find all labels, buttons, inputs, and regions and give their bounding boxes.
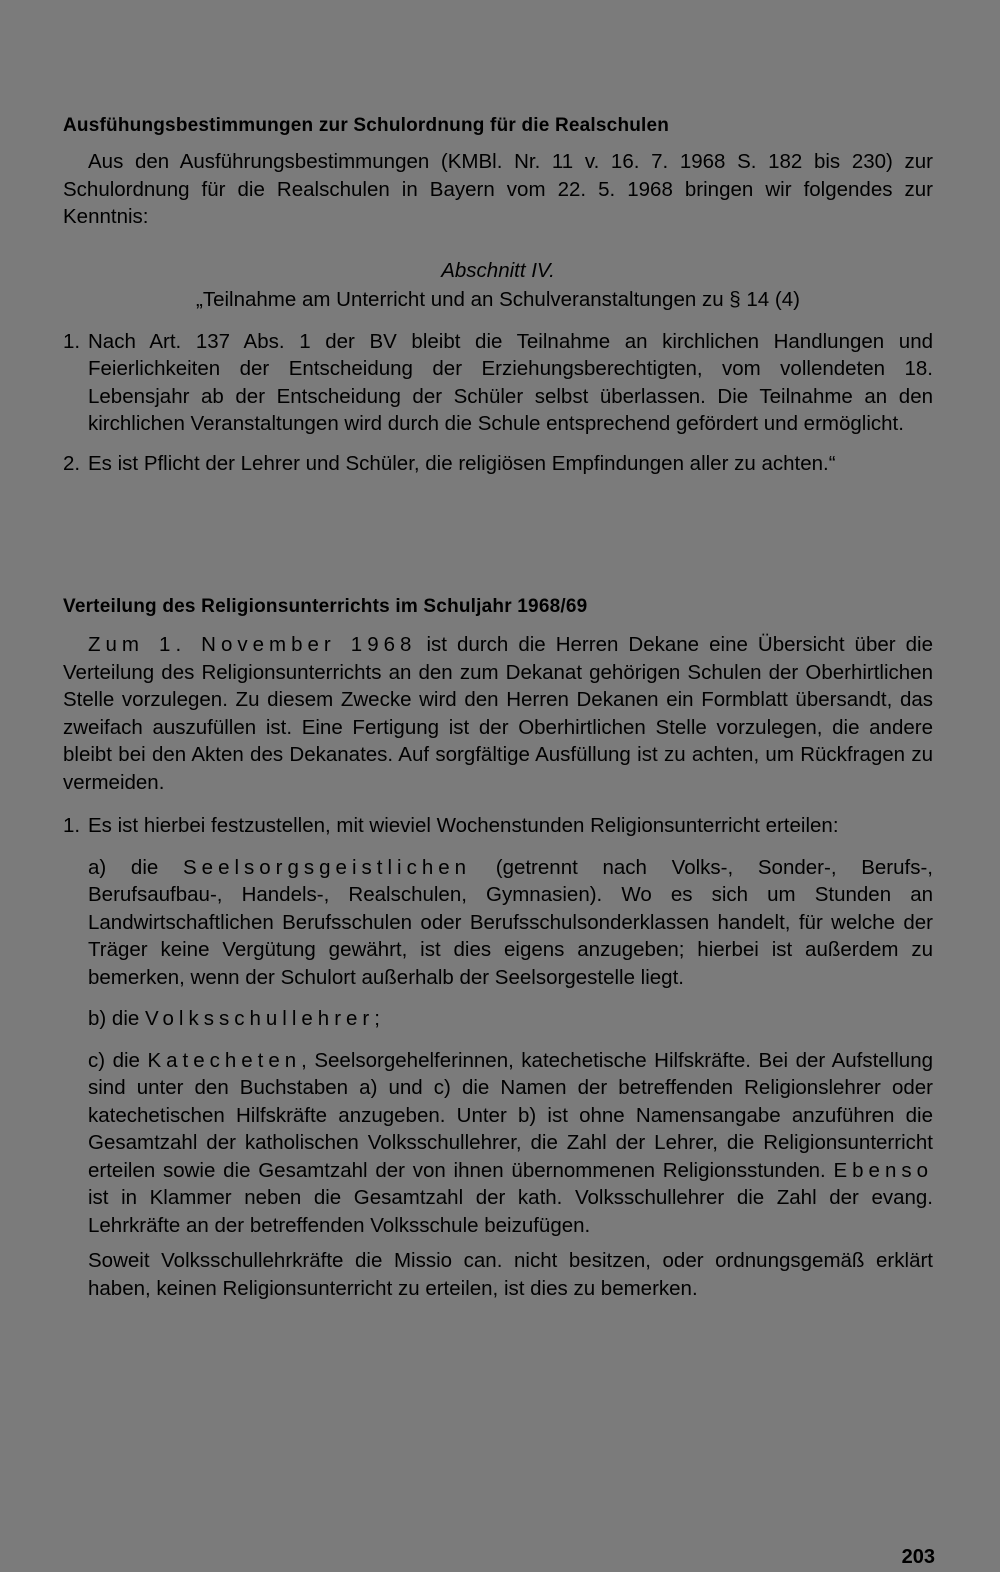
abschnitt-heading: Abschnitt IV.	[441, 258, 555, 282]
list-item	[63, 812, 933, 840]
sub-item-b	[63, 1005, 933, 1033]
list-item	[63, 450, 933, 478]
abschnitt-subtitle: „Teilnahme am Unterricht und an Schulveranstaltungen zu § 14 (4)	[196, 288, 800, 311]
intro-paragraph: Aus den Ausführungsbestimmungen (KMBl. Nr. 11 v. 16. 7. 1968 S. 182 bis 230) zur Schulordnung für die Realschulen in Bayern vom 22. 5. 1968 bringen wir folgendes zur Kenntnis:	[63, 150, 933, 228]
emphasis: Katecheten	[147, 1048, 302, 1072]
list-item	[63, 328, 933, 438]
list-item-number: 2.	[63, 451, 81, 475]
emphasis: Volksschullehrer;	[144, 1007, 385, 1030]
section-realschulen	[63, 115, 933, 477]
intro-paragraph	[63, 631, 933, 796]
sub-item-prefix: b) die	[88, 1007, 145, 1030]
sub-item-prefix: a) die	[88, 855, 183, 879]
list-item-text: Es ist hierbei festzustellen, mit wieviel Wochenstunden Religionsunterricht erteilen:	[88, 814, 839, 837]
list-item-number: 1.	[63, 814, 81, 837]
section-religionsunterricht	[63, 596, 933, 1302]
section-title: Verteilung des Religionsunterrichts im Schuljahr 1968/69	[63, 596, 588, 617]
page-number: 203	[901, 1546, 935, 1568]
list-item-number: 1.	[63, 329, 81, 353]
section-title: Ausfühungsbestimmungen zur Schulordnung für die Realschulen	[63, 115, 670, 136]
sub-item-prefix: c) die	[88, 1048, 148, 1072]
list-item-text: Nach Art. 137 Abs. 1 der BV bleibt die Teilnahme an kirchlichen Handlungen und Feierlichkeiten der Entscheidung der Erziehungsberechtigten, vom vollendeten 18. Lebensjahr ab der Entscheidung der Schüler selbst überlassen. Die Teilnahme an den kirchlichen Veranstaltungen wird durch die Schule entsprechend gefördert und ermöglicht.	[88, 329, 933, 435]
sub-item-c	[63, 1047, 933, 1240]
emphasis: Ebenso	[833, 1158, 933, 1182]
sub-item-text: (getrennt nach Volks-, Sonder-, Berufs-, Berufsaufbau-, Handels-, Realschulen, Gymnasien). Wo es sich um Stunden an Landwirtschaftlichen Berufsschulen oder Berufsschulsonderklassen handelt, für welche der Träger keine Vergütung gewährt, ist dies eigens anzugeben; hierbei ist außerdem zu bemerken, wenn der Schulort außerhalb der Seelsorgestelle liegt.	[88, 855, 933, 989]
sub-item-text: ist in Klammer neben die Gesamtzahl der kath. Volksschullehrer die Zahl der evang. Lehrkräfte an der betreffenden Volksschule beizufügen.	[88, 1186, 933, 1237]
date-emphasis: Zum 1. November 1968	[88, 633, 417, 656]
emphasis: Seelsorgsgeistlichen	[183, 855, 472, 879]
sub-item-text: , Seelsorgehelferinnen, katechetische Hilfskräfte. Bei der Aufstellung sind unter den Buchstaben a) und c) die Namen der betreffenden Religionslehrer oder katechetischen Hilfskräfte anzugeben. Unter b) ist ohne Namensangabe anzuführen die Gesamtzahl der katholischen Volksschullehrer, die Zahl der Lehrer, die Religionsunterricht erteilen sowie die Gesamtzahl der von ihnen übernommenen Religionsstunden.	[88, 1048, 934, 1182]
sub-item-a	[63, 854, 933, 992]
closing-paragraph: Soweit Volksschullehrkräfte die Missio can. nicht besitzen, oder ordnungsgemäß erklärt haben, keinen Religionsunterricht zu erteilen, ist dies zu bemerken.	[88, 1249, 933, 1300]
intro-text: ist durch die Herren Dekane eine Übersicht über die Verteilung des Religionsunterrichts an den zum Dekanat gehörigen Schulen der Oberhirtlichen Stelle vorzulegen. Zu diesem Zwecke wird den Herren Dekanen ein Formblatt übersandt, das zweifach auszufüllen ist. Eine Fertigung ist der Oberhirtlichen Stelle vorzulegen, die andere bleibt bei den Akten des Dekanates. Auf sorgfältige Ausfüllung ist zu achten, um Rückfragen zu vermeiden.	[63, 633, 933, 794]
list-item-text: Es ist Pflicht der Lehrer und Schüler, die religiösen Empfindungen aller zu achten.“	[88, 451, 836, 475]
